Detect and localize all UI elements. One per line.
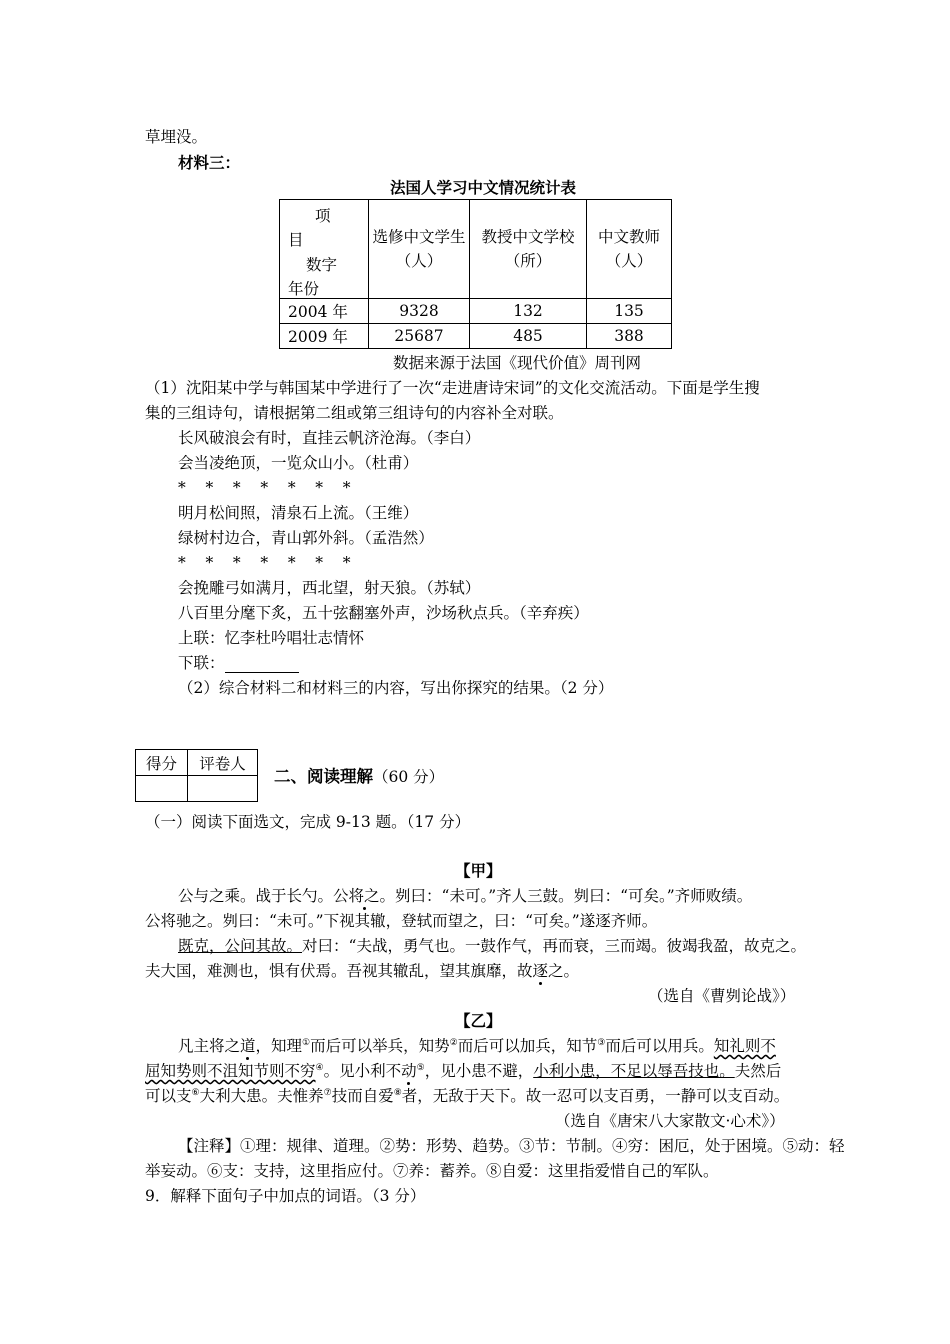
jia-line: 公将驰之。刿曰：“未可。”下视其辙，登轼而望之，曰：“可矣。”遂逐齐师。	[145, 912, 658, 930]
q9-text: 9．解释下面句子中加点的词语。（3 分）	[145, 1187, 426, 1205]
wavy-sentence: 屈知势则不沮知节则不穷	[145, 1062, 316, 1080]
jia-line: 公与之乘。战于长勺。公将之。刿曰：“未可。”齐人三鼓。刿曰：“可矣。”齐师败绩。	[178, 887, 753, 905]
row-schools: 132	[470, 299, 587, 324]
poem-line: 明月松间照，清泉石上流。（王维）	[178, 504, 419, 522]
dotted-word: 道	[240, 1037, 256, 1055]
jia-line: 既克，公问其故。对曰：“夫战，勇气也。一鼓作气，再而衰，三而竭。彼竭我盈，故克之。	[178, 937, 806, 955]
table-title: 法国人学习中文情况统计表	[390, 179, 577, 197]
q1-line2: 集的三组诗句，请根据第二组或第三组诗句的内容补全对联。	[145, 404, 564, 422]
separator-stars: * * * * * * *	[178, 554, 351, 572]
wavy-sentence: 知礼则不	[713, 1037, 776, 1055]
stats-table	[279, 199, 672, 349]
corner-item2: 目	[288, 231, 304, 249]
row-year: 2009 年	[280, 324, 369, 349]
row-students: 25687	[369, 324, 470, 349]
separator-stars: * * * * * * *	[178, 479, 351, 497]
notes-line2: 举妄动。⑥支：支持，这里指应付。⑦养：蓄养。⑧自爱：这里指爱惜自己的军队。	[145, 1162, 719, 1180]
dotted-word: 逐	[532, 962, 549, 980]
table-source: 数据来源于法国《现代价值》周刊网	[393, 354, 642, 372]
table-row	[280, 299, 672, 324]
reviewer-label: 评卷人	[188, 750, 258, 776]
yi-line: 屈知势则不沮知节则不穷④。见小利不动⑤，见小患不避，小利小患，不足以辱吾技也。夫然后	[145, 1062, 782, 1080]
corner-header-cell	[280, 200, 369, 299]
corner-data: 数字	[306, 256, 338, 274]
corner-year: 年份	[288, 280, 320, 298]
jia-line: 夫大国，难测也，惧有伏焉。吾视其辙乱，望其旗靡，故逐之。	[145, 962, 580, 980]
row-teachers: 388	[587, 324, 672, 349]
row-year: 2004 年	[280, 299, 369, 324]
poem-line: 八百里分麾下炙，五十弦翻塞外声，沙场秋点兵。（辛弃疾）	[178, 604, 589, 622]
yi-line: 可以支⑥大利大患。夫惟养⑦技而自爱⑧者，无敌于天下。故一忍可以支百勇，一静可以支百动。	[145, 1087, 790, 1105]
header-teachers: 中文教师 （人）	[587, 200, 672, 299]
table-row	[280, 324, 672, 349]
row-teachers: 135	[587, 299, 672, 324]
q2-text: （2）综合材料二和材料三的内容，写出你探究的结果。（2 分）	[178, 679, 614, 697]
corner-item1: 项	[315, 207, 331, 225]
poem-line: 会当凌绝顶，一览众山小。（杜甫）	[178, 454, 419, 472]
answer-blank[interactable]	[225, 656, 299, 673]
notes-line1: 【注释】①理：规律、道理。②势：形势、趋势。③节：节制。④穷：困厄，处于困境。⑤动：轻	[178, 1137, 845, 1155]
score-box	[135, 749, 258, 802]
dotted-word: 动	[401, 1062, 417, 1080]
yi-source: （选自《唐宋八大家散文·心术》）	[555, 1112, 785, 1130]
poem-line: 长风破浪会有时，直挂云帆济沧海。（李白）	[178, 429, 481, 447]
intro-tail: 草埋没。	[145, 128, 208, 146]
yi-title: 【乙】	[455, 1012, 502, 1030]
couplet-upper: 上联：忆李杜吟唱壮志情怀	[178, 629, 365, 647]
section2-heading: 二、阅读理解（60 分）	[274, 767, 445, 786]
row-students: 9328	[369, 299, 470, 324]
poem-line: 绿树村边合，青山郭外斜。（孟浩然）	[178, 529, 434, 547]
underlined-sentence: 小利小患，不足以辱吾技也。	[533, 1062, 735, 1080]
score-label: 得分	[136, 750, 188, 776]
yi-line: 凡主将之道，知理①而后可以举兵，知势②而后可以加兵，知节③而后可以用兵。知礼则不	[178, 1037, 776, 1055]
material3-label: 材料三：	[178, 154, 241, 172]
jia-source: （选自《曹刿论战》）	[648, 987, 796, 1005]
row-schools: 485	[470, 324, 587, 349]
reviewer-input[interactable]	[188, 776, 258, 802]
jia-title: 【甲】	[455, 862, 502, 880]
header-schools: 教授中文学校 （所）	[470, 200, 587, 299]
header-students: 选修中文学生 （人）	[369, 200, 470, 299]
q1-line1: （1）沈阳某中学与韩国某中学进行了一次“走进唐诗宋词”的文化交流活动。下面是学生搜	[145, 379, 760, 397]
part1-instruction: （一）阅读下面选文，完成 9-13 题。（17 分）	[145, 813, 471, 831]
couplet-lower: 下联：	[178, 653, 299, 673]
score-input[interactable]	[136, 776, 188, 802]
underlined-sentence: 既克，公问其故。	[178, 937, 303, 955]
poem-line: 会挽雕弓如满月，西北望，射天狼。（苏轼）	[178, 579, 481, 597]
